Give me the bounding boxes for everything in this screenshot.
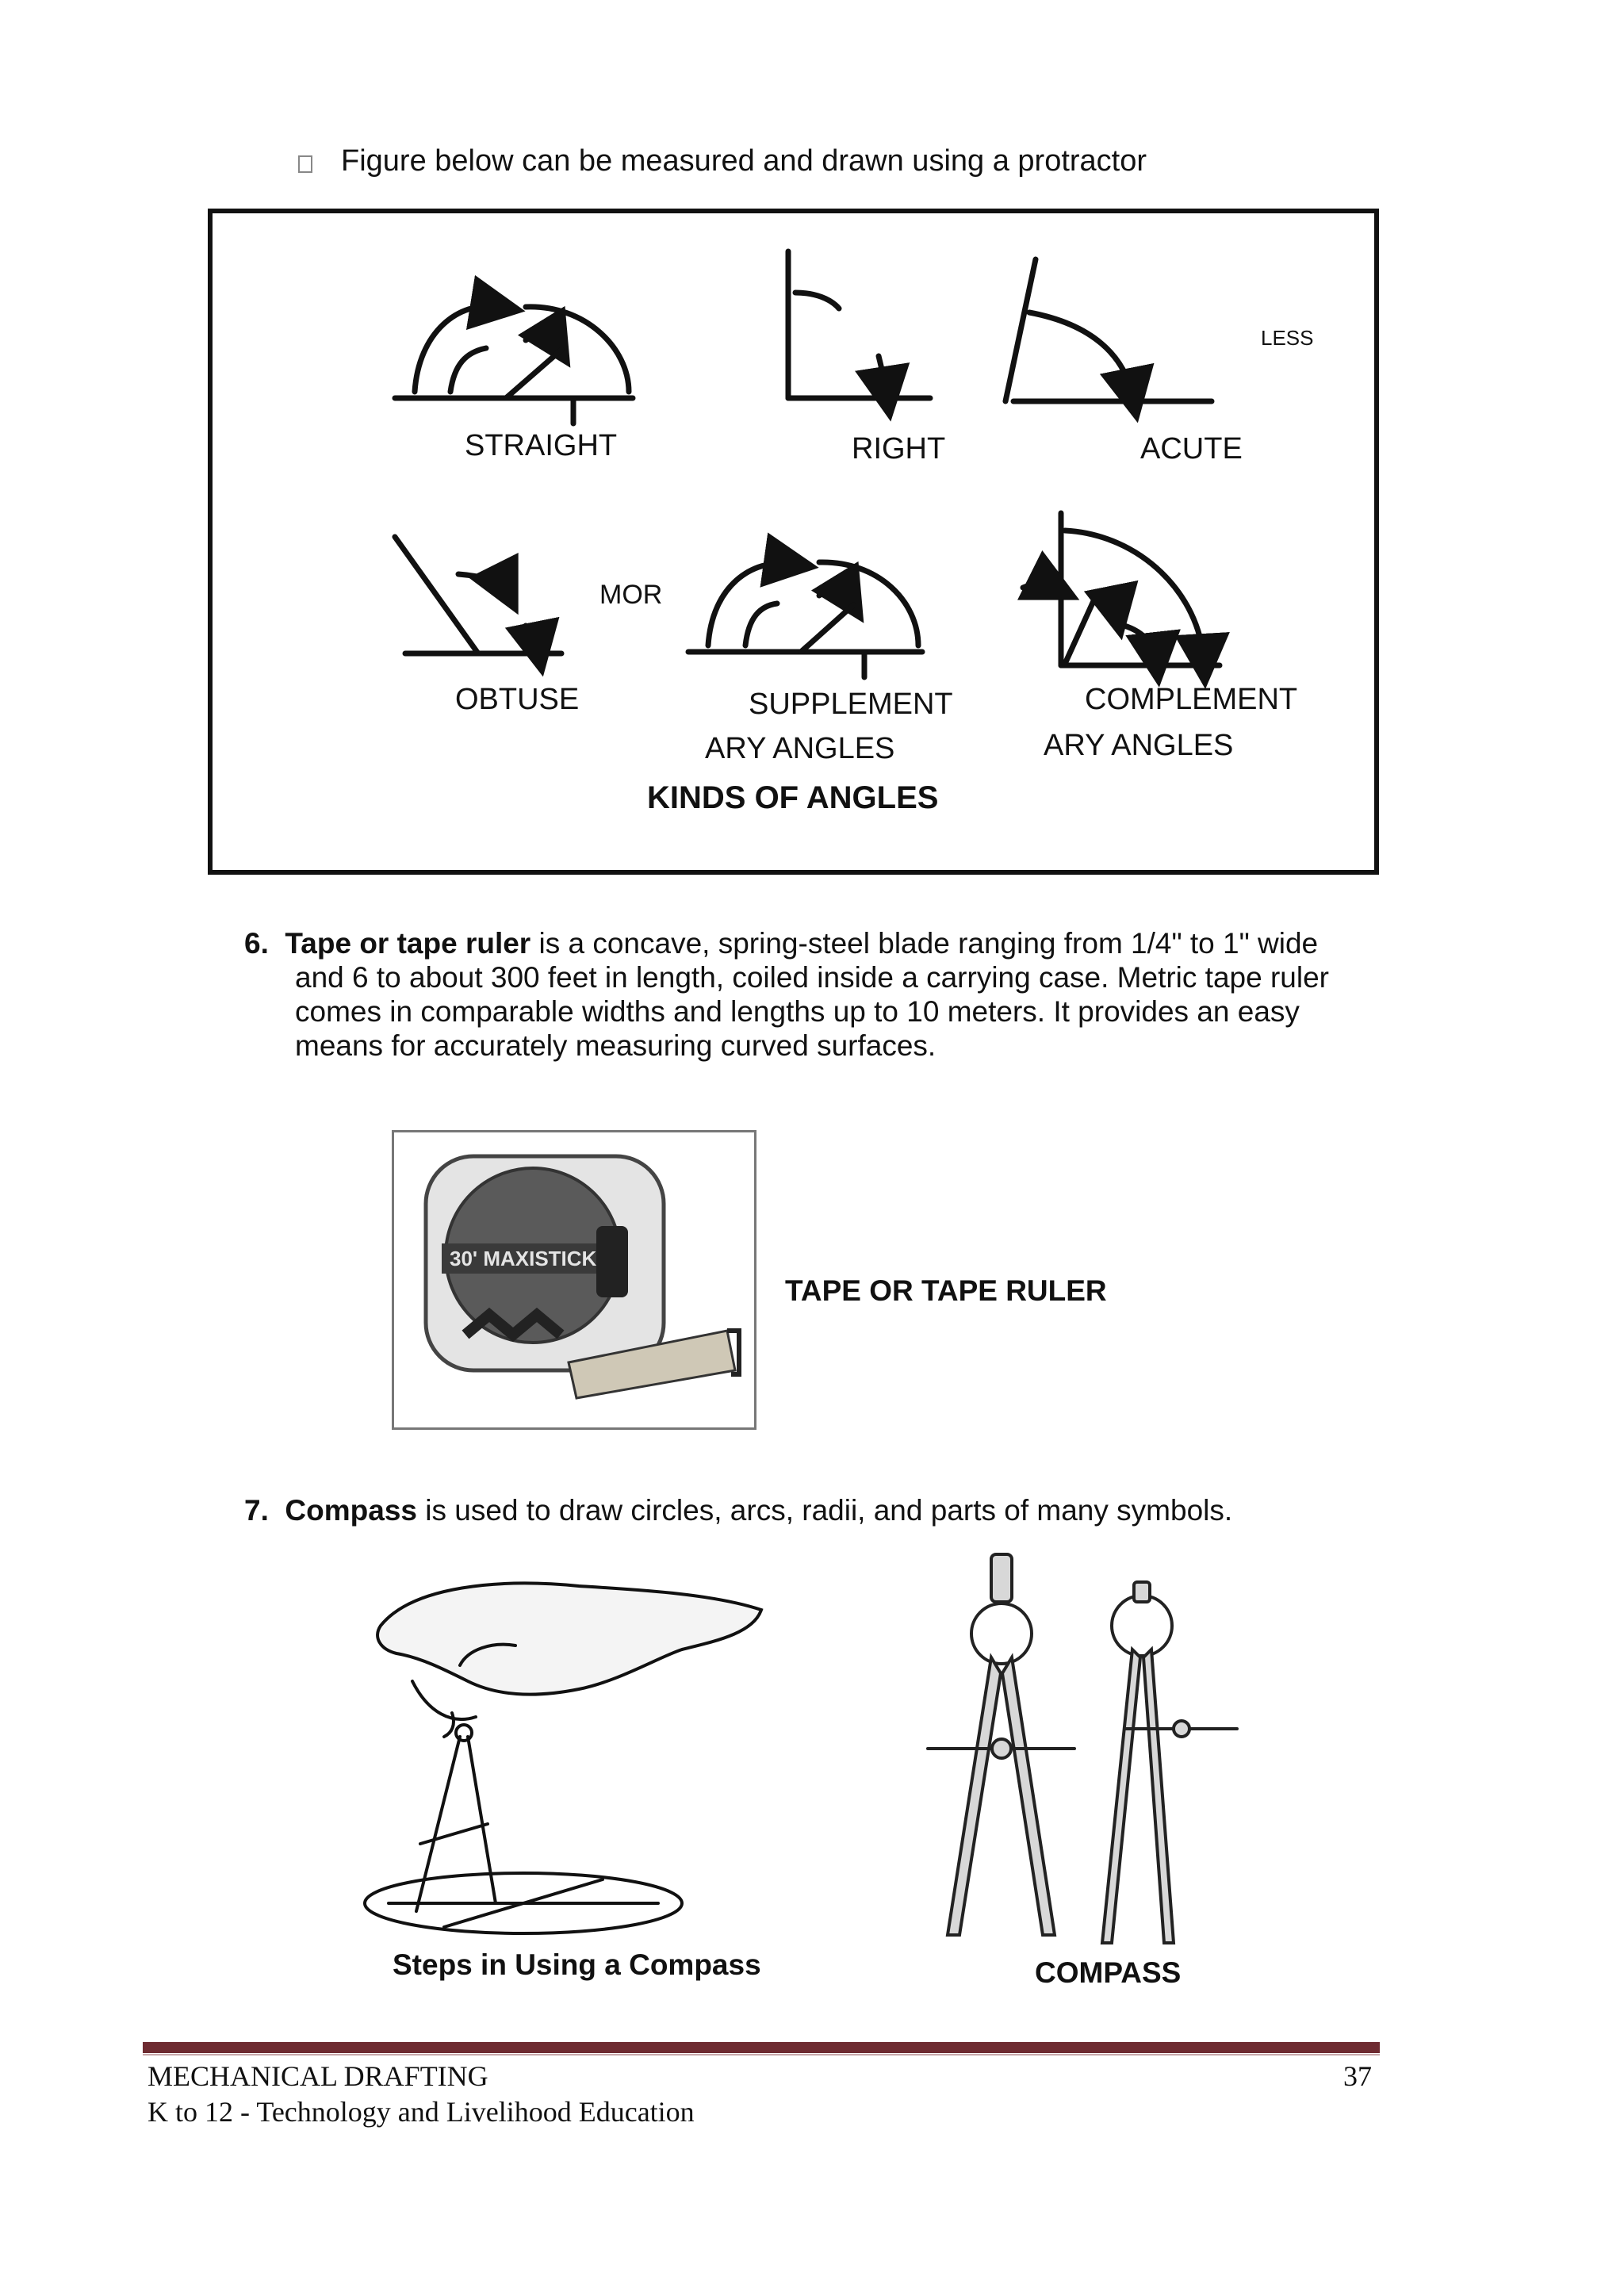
tape-brand-label: 30' MAXISTICK [450,1247,597,1270]
label-complementary-1: COMPLEMENT [1085,683,1298,716]
footer-divider-shadow [143,2054,1380,2056]
label-right: RIGHT [852,432,946,466]
compass-steps-image [341,1562,785,1935]
compass-steps-caption: Steps in Using a Compass [393,1948,761,1981]
label-supplementary-1: SUPPLEMENT [749,688,953,721]
footer-subtitle: K to 12 - Technology and Livelihood Education [147,2096,695,2128]
item-6-line1: is a concave, spring-steel blade ranging from 1/4" to 1" wide [530,927,1319,960]
item-7-term: Compass [285,1494,417,1527]
label-acute: ACUTE [1140,432,1243,466]
tape-ruler-caption: TAPE OR TAPE RULER [785,1274,1107,1307]
footer-title: MECHANICAL DRAFTING [147,2060,488,2092]
item-6-paragraph [244,926,1378,1063]
obtuse-angle-icon [395,537,561,653]
item-6-line3: comes in comparable widths and lengths up to 10 meters. It provides an easy [295,995,1300,1028]
label-straight: STRAIGHT [465,429,618,462]
checkbox-bullet-icon [298,155,312,173]
label-obtuse: OBTUSE [455,683,580,716]
tape-ruler-image [392,1130,756,1430]
acute-angle-icon [1005,259,1212,401]
footer-divider [143,2042,1380,2053]
item-6-line4: means for accurately measuring curved surfaces. [295,1029,936,1062]
compass-tools-image [912,1546,1261,1951]
page-number: 37 [1343,2060,1372,2092]
compass-caption: COMPASS [1035,1956,1182,1989]
kinds-of-angles-figure [208,209,1379,875]
complementary-angles-icon [1023,513,1220,665]
intro-text: Figure below can be measured and drawn using a protractor [341,144,1147,178]
figure-title: KINDS OF ANGLES [647,780,939,815]
hand-compass-icon [341,1562,785,1935]
label-mor: MOR [599,580,663,610]
straight-angle-icon [395,306,633,423]
item-7-paragraph [244,1493,1378,1527]
item-7-number: 7. [244,1494,269,1527]
label-less: LESS [1261,326,1314,350]
item-6-number: 6. [244,927,269,960]
angle-diagrams [213,213,1374,870]
tape-measure-icon [394,1132,754,1427]
item-6-term: Tape or tape ruler [285,927,531,960]
item-7-text: is used to draw circles, arcs, radii, and parts of many symbols. [416,1494,1233,1527]
label-complementary-2: ARY ANGLES [1044,729,1234,762]
supplementary-angles-icon [688,562,922,677]
item-6-line2: and 6 to about 300 feet in length, coiled inside a carrying case. Metric tape ruler [295,961,1329,994]
label-supplementary-2: ARY ANGLES [705,732,895,765]
compass-icon [912,1546,1261,1951]
right-angle-icon [788,251,930,398]
